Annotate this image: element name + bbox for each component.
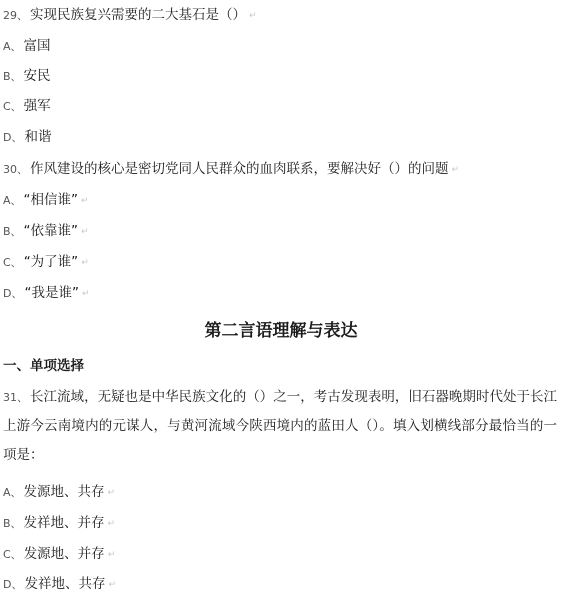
option-label: A、 bbox=[3, 486, 22, 499]
option-c bbox=[3, 97, 51, 116]
question-31-stem bbox=[3, 383, 557, 470]
paragraph-mark-icon: ↵ bbox=[81, 196, 89, 206]
option-c bbox=[3, 545, 115, 564]
option-label: C、 bbox=[3, 548, 22, 561]
option-label: B、 bbox=[3, 225, 22, 238]
question-30-stem bbox=[3, 160, 459, 179]
paragraph-mark-icon: ↵ bbox=[108, 580, 117, 590]
paragraph-mark-icon: ↵ bbox=[81, 227, 89, 237]
option-a bbox=[3, 37, 51, 56]
option-a bbox=[3, 191, 89, 210]
question-text: 实现民族复兴需要的二大基石是（） bbox=[30, 7, 246, 23]
option-b bbox=[3, 222, 89, 241]
option-label: D、 bbox=[3, 578, 23, 591]
option-label: D、 bbox=[3, 131, 23, 144]
option-text: 发祥地、共存 bbox=[24, 576, 106, 592]
paragraph-mark-icon: ↵ bbox=[451, 165, 460, 175]
option-label: C、 bbox=[3, 100, 22, 113]
question-text: 长江流域，无疑也是中华民族文化的（）之一，考古发现表明，旧石器晚期时代处于长江上游今云南境内的元谋人，与黄河流域今陕西境内的蓝田人（）。填入划横线部分最恰当的一项是： bbox=[3, 389, 557, 463]
option-label: D、 bbox=[3, 287, 23, 300]
option-text: 发源地、并存 bbox=[23, 546, 105, 562]
paragraph-mark-icon: ↵ bbox=[107, 550, 116, 560]
section-subtitle: 一、单项选择 bbox=[3, 358, 84, 374]
option-text: 富国 bbox=[23, 38, 51, 54]
option-label: A、 bbox=[3, 194, 22, 207]
paragraph-mark-icon: ↵ bbox=[81, 289, 90, 299]
option-text: “为了谁” bbox=[23, 254, 79, 270]
paragraph-mark-icon: ↵ bbox=[107, 488, 116, 498]
option-b bbox=[3, 514, 115, 533]
option-d bbox=[3, 575, 116, 594]
option-text: 和谐 bbox=[24, 129, 52, 145]
option-d bbox=[3, 128, 51, 147]
question-number: 31、 bbox=[3, 391, 28, 404]
option-label: B、 bbox=[3, 70, 22, 83]
question-text: 作风建设的核心是密切党同人民群众的血肉联系，要解决好（）的问题 bbox=[30, 161, 449, 177]
option-a bbox=[3, 483, 115, 502]
section-title: 第二言语理解与表达 bbox=[204, 321, 358, 341]
option-text: 发祥地、并存 bbox=[23, 515, 105, 531]
option-label: A、 bbox=[3, 40, 22, 53]
option-c bbox=[3, 253, 89, 272]
paragraph-mark-icon: ↵ bbox=[81, 258, 89, 268]
option-label: B、 bbox=[3, 517, 22, 530]
option-text: 发源地、共存 bbox=[23, 484, 105, 500]
paragraph-mark-icon: ↵ bbox=[249, 11, 257, 21]
option-text: 安民 bbox=[23, 68, 51, 84]
option-text: “我是谁” bbox=[24, 285, 79, 301]
option-text: “相信谁” bbox=[23, 192, 79, 208]
option-d bbox=[3, 284, 90, 303]
option-b bbox=[3, 67, 51, 86]
paragraph-mark-icon: ↵ bbox=[107, 519, 116, 529]
option-text: 强军 bbox=[23, 98, 51, 114]
option-text: “依靠谁” bbox=[23, 223, 79, 239]
question-number: 30、 bbox=[3, 163, 28, 176]
option-label: C、 bbox=[3, 256, 22, 269]
question-number: 29、 bbox=[3, 9, 28, 22]
question-29-stem bbox=[3, 6, 257, 25]
